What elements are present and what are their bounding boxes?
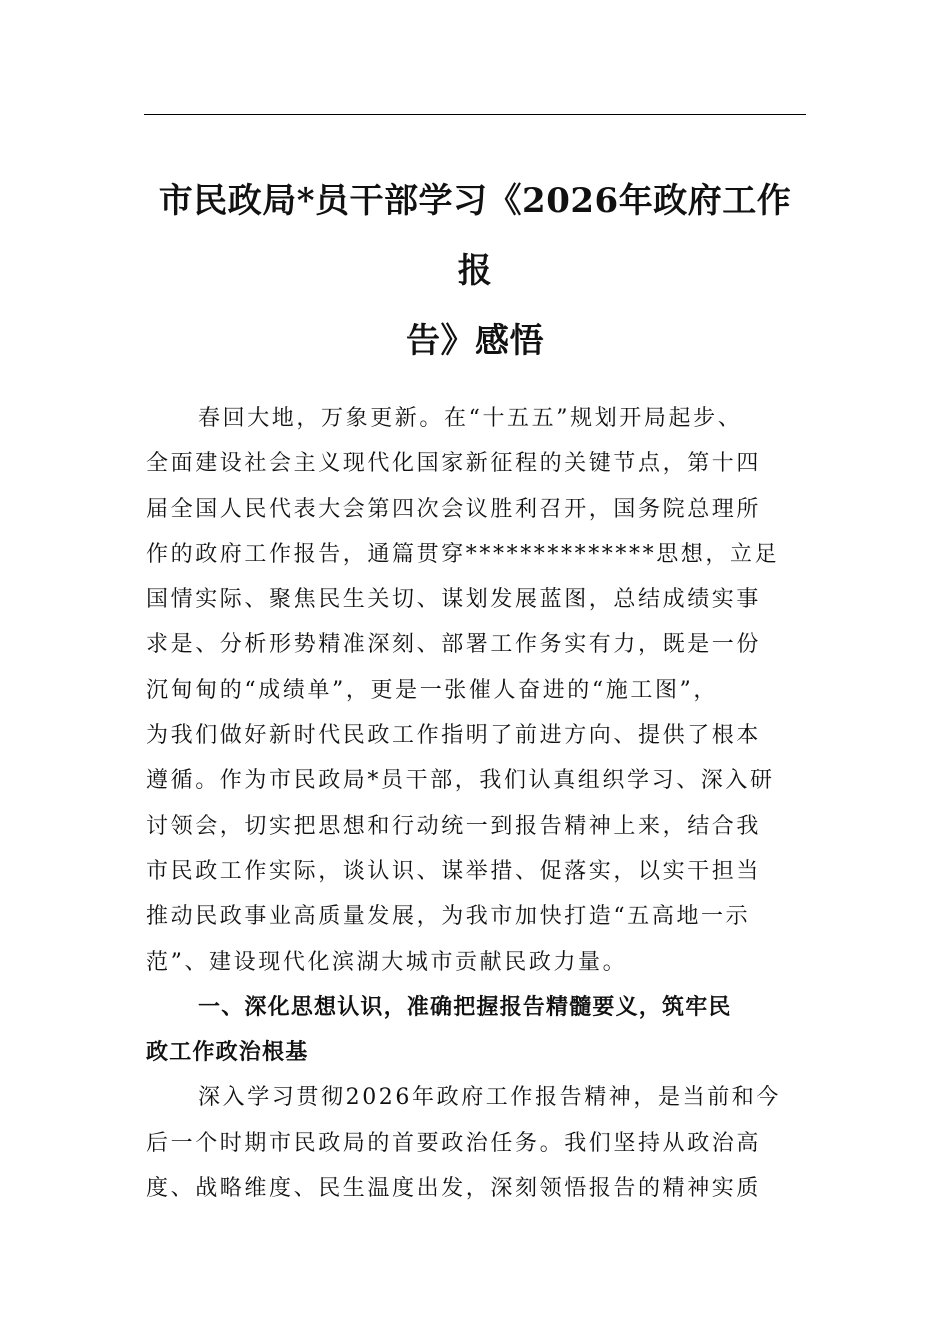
paragraph-line: 度、战略维度、民生温度出发，深刻领悟报告的精神实质 <box>146 1176 762 1202</box>
title-line: 告》感悟 <box>406 321 544 361</box>
paragraph-line: 求是、分析形势精准深刻、部署工作务实有力，既是一份 <box>146 632 762 658</box>
section-paragraph <box>146 1075 806 1211</box>
paragraph-line: 国情实际、聚焦民生关切、谋划发展蓝图，总结成绩实事 <box>146 587 762 613</box>
paragraph-line: 推动民政事业高质量发展，为我市加快打造“五高地一示 <box>146 904 751 930</box>
paragraph-line: 范”、建设现代化滨湖大城市贡献民政力量。 <box>146 949 628 975</box>
paragraph-line: 全面建设社会主义现代化国家新征程的关键节点，第十四 <box>146 451 762 477</box>
heading-line: 一、深化思想认识，准确把握报告精髓要义，筑牢民 <box>198 994 732 1020</box>
intro-paragraph <box>146 396 806 985</box>
section-heading <box>146 985 806 1076</box>
paragraph-line: 届全国人民代表大会第四次会议胜利召开，国务院总理所 <box>146 496 762 522</box>
paragraph-line: 沉甸甸的“成绩单”，更是一张催人奋进的“施工图”， <box>146 677 718 703</box>
paragraph-line: 遵循。作为市民政局*员干部，我们认真组织学习、深入研 <box>146 768 775 794</box>
paragraph-line: 深入学习贯彻2026年政府工作报告精神，是当前和今 <box>198 1085 781 1111</box>
document-body <box>146 396 806 1211</box>
paragraph-line: 作的政府工作报告，通篇贯穿**************思想，立足 <box>146 541 780 567</box>
heading-line: 政工作政治根基 <box>146 1040 309 1066</box>
header-rule <box>144 114 806 115</box>
document-title <box>144 166 806 376</box>
title-line: 市民政局*员干部学习《2026年政府工作报 <box>158 181 792 291</box>
paragraph-line: 后一个时期市民政局的首要政治任务。我们坚持从政治高 <box>146 1130 762 1156</box>
paragraph-line: 讨领会，切实把思想和行动统一到报告精神上来，结合我 <box>146 813 762 839</box>
paragraph-line: 市民政工作实际，谈认识、谋举措、促落实，以实干担当 <box>146 858 762 884</box>
paragraph-line: 春回大地，万象更新。在“十五五”规划开局起步、 <box>198 406 743 431</box>
paragraph-line: 为我们做好新时代民政工作指明了前进方向、提供了根本 <box>146 723 762 749</box>
